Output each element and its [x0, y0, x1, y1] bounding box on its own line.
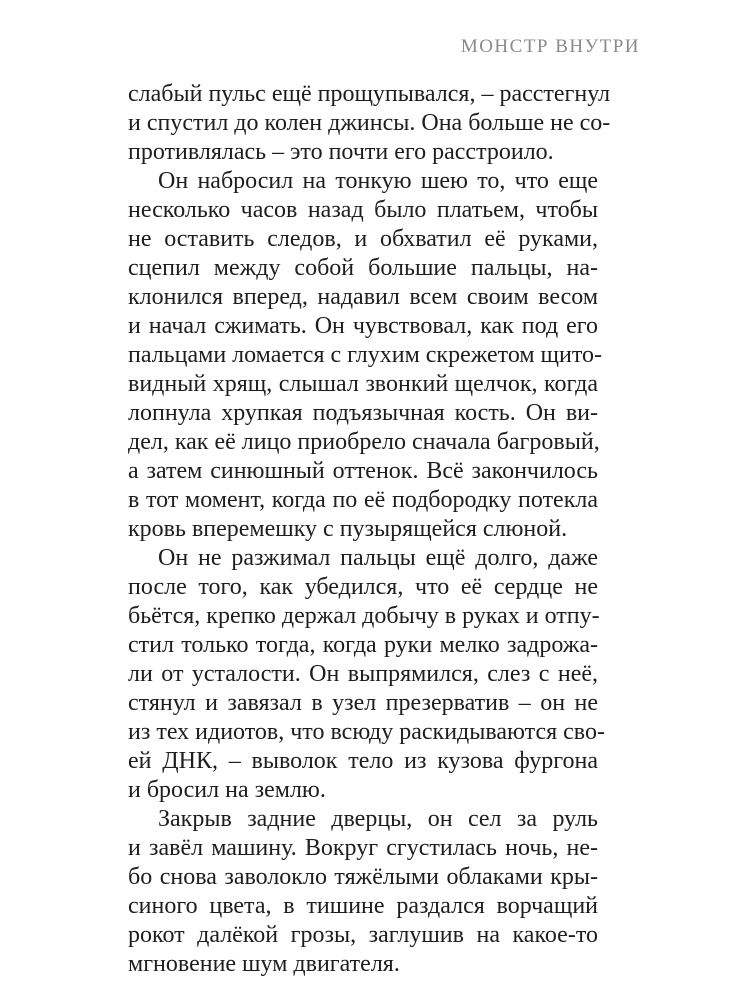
text-line: кровь вперемешку с пузырящейся слюной.: [128, 516, 568, 542]
text-line: ей ДНК, – выволок тело из кузова фургона: [128, 748, 598, 774]
text-line: и спустил до колен джинсы. Она больше не со-: [128, 110, 611, 136]
paragraph: [128, 544, 605, 805]
text-line: несколько часов назад было платьем, чтобы: [128, 197, 598, 223]
running-title: МОНСТР ВНУТРИ: [460, 36, 640, 57]
text-line: видный хрящ, слышал звонкий щелчок, когда: [128, 371, 598, 397]
text-line: Он набросил на тонкую шею то, что еще: [158, 168, 598, 194]
text-line: сцепил между собой большие пальцы, на-: [128, 255, 598, 281]
text-line: бьётся, крепко держал добычу в руках и отпу-: [128, 603, 600, 629]
text-line: синого цвета, в тишине раздался ворчащий: [128, 893, 598, 919]
paragraph: [128, 167, 603, 544]
text-line: из тех идиотов, что всюду раскидываются сво-: [128, 719, 605, 745]
paragraph: [128, 80, 611, 167]
body-text: [128, 80, 611, 979]
text-line: слабый пульс ещё прощупывался, – расстегнул: [128, 81, 611, 107]
text-line: не оставить следов, и обхватил её руками,: [128, 226, 598, 252]
text-line: дел, как её лицо приобрело сначала багровый,: [128, 429, 600, 455]
text-line: рокот далёкой грозы, заглушив на какое-то: [128, 922, 598, 948]
text-line: Он не разжимал пальцы ещё долго, даже: [158, 545, 598, 571]
text-line: стянул и завязал в узел презерватив – он не: [128, 690, 598, 716]
paragraph: [128, 805, 598, 979]
text-line: клонился вперед, надавил всем своим весом: [128, 284, 598, 310]
text-line: бо снова заволокло тяжёлыми облаками кры-: [128, 864, 598, 890]
text-line: и завёл машину. Вокруг сгустилась ночь, не-: [128, 835, 598, 861]
text-line: противлялась – это почти его расстроило.: [128, 139, 554, 165]
text-line: стил только тогда, когда руки мелко задрожа-: [128, 632, 598, 658]
text-line: мгновение шум двигателя.: [128, 951, 400, 977]
text-line: пальцами ломается с глухим скрежетом щито-: [128, 342, 603, 368]
text-line: и начал сжимать. Он чувствовал, как под его: [128, 313, 598, 339]
text-line: Закрыв задние дверцы, он сел за руль: [158, 806, 598, 832]
text-line: ли от усталости. Он выпрямился, слез с неё,: [128, 661, 598, 687]
text-line: а затем синюшный оттенок. Всё закончилось: [128, 458, 598, 484]
text-line: лопнула хрупкая подъязычная кость. Он ви-: [128, 400, 598, 426]
text-line: и бросил на землю.: [128, 777, 326, 803]
text-line: в тот момент, когда по её подбородку потекла: [128, 487, 598, 513]
text-line: после того, как убедился, что её сердце не: [128, 574, 598, 600]
